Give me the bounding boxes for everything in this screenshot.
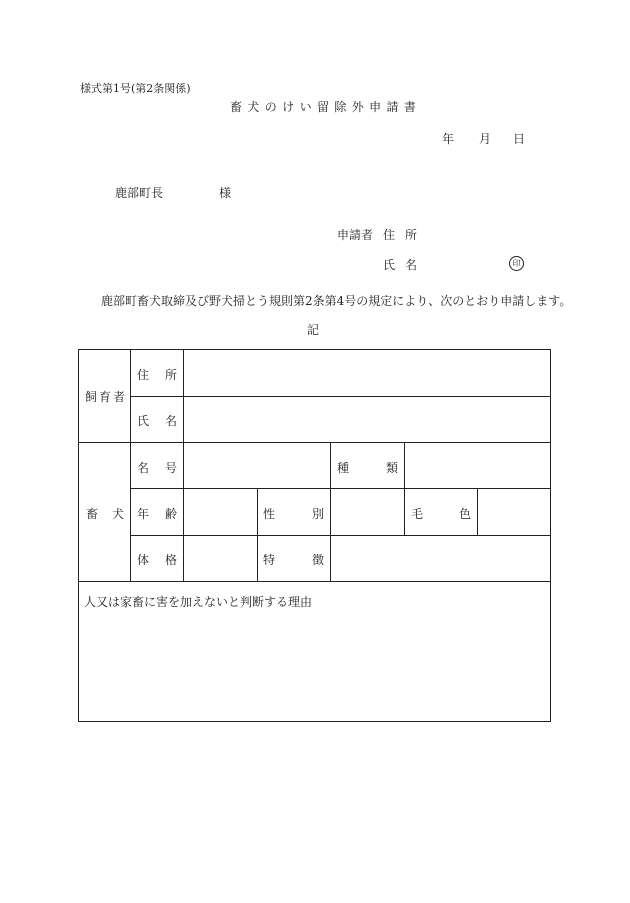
vline-label (183, 349, 184, 582)
features-text: 特 徴 (263, 553, 324, 567)
dog-group-text: 畜 犬 (86, 507, 124, 521)
ki-label: 記 (307, 323, 320, 337)
form-number: 様式第1号(第2条関係) (80, 82, 191, 95)
date-day-label: 日 (513, 132, 526, 146)
hline-dog-2 (130, 535, 551, 536)
dog-name-label (137, 459, 177, 476)
hline-owner-mid (130, 396, 551, 397)
vline-breed-color (404, 442, 405, 535)
breed-text: 種 類 (337, 461, 398, 475)
hline-owner-dog (78, 442, 551, 443)
applicant-address-label (383, 226, 417, 243)
hline-reason (78, 581, 551, 582)
dog-name-text: 名 号 (137, 461, 177, 475)
body-text: 鹿部町畜犬取締及び野犬掃とう規則第2条第4号の規定により、次のとおり申請します。 (101, 294, 572, 308)
hline-dog-1 (130, 488, 551, 489)
physique-text: 体 格 (137, 553, 177, 567)
sex-text: 性 別 (263, 507, 324, 521)
seal-mark: 印 (509, 256, 524, 271)
owner-name-text: 氏 名 (137, 414, 177, 428)
addressee-name: 鹿部町長 (115, 186, 164, 200)
reason-label: 人又は家畜に害を加えないと判断する理由 (84, 595, 313, 609)
date-month-label: 月 (479, 132, 492, 146)
table-border-left (78, 349, 79, 722)
document-title-text: 畜 犬 の け い 留 除 外 申 請 書 (230, 100, 416, 114)
date-year-label: 年 (442, 132, 455, 146)
owner-address-label (137, 366, 177, 383)
applicant-name-label (383, 256, 417, 273)
owner-address-text: 住 所 (137, 368, 177, 382)
applicant-address-text: 住 所 (383, 228, 417, 242)
owner-name-label (137, 412, 177, 429)
table-border-bottom (78, 721, 551, 722)
owner-group-text: 飼 育 者 (85, 390, 125, 404)
coat-color-label (411, 505, 471, 522)
breed-label (337, 459, 398, 476)
age-text: 年 齢 (137, 507, 177, 521)
age-label (137, 505, 177, 522)
dog-group-label (86, 505, 124, 522)
coat-color-text: 毛 色 (411, 507, 471, 521)
vline-color-value (477, 488, 478, 535)
features-label (263, 551, 324, 568)
vline-sex-features (257, 488, 258, 582)
table-border-top (78, 349, 551, 350)
vline-group (130, 349, 131, 582)
sex-label (263, 505, 324, 522)
document-title (230, 98, 416, 115)
applicant-name-text: 氏 名 (383, 258, 417, 272)
vline-mid (330, 442, 331, 582)
physique-label (137, 551, 177, 568)
owner-group-label (85, 388, 125, 405)
addressee-honorific: 様 (219, 186, 232, 200)
applicant-label: 申請者 (337, 228, 374, 242)
